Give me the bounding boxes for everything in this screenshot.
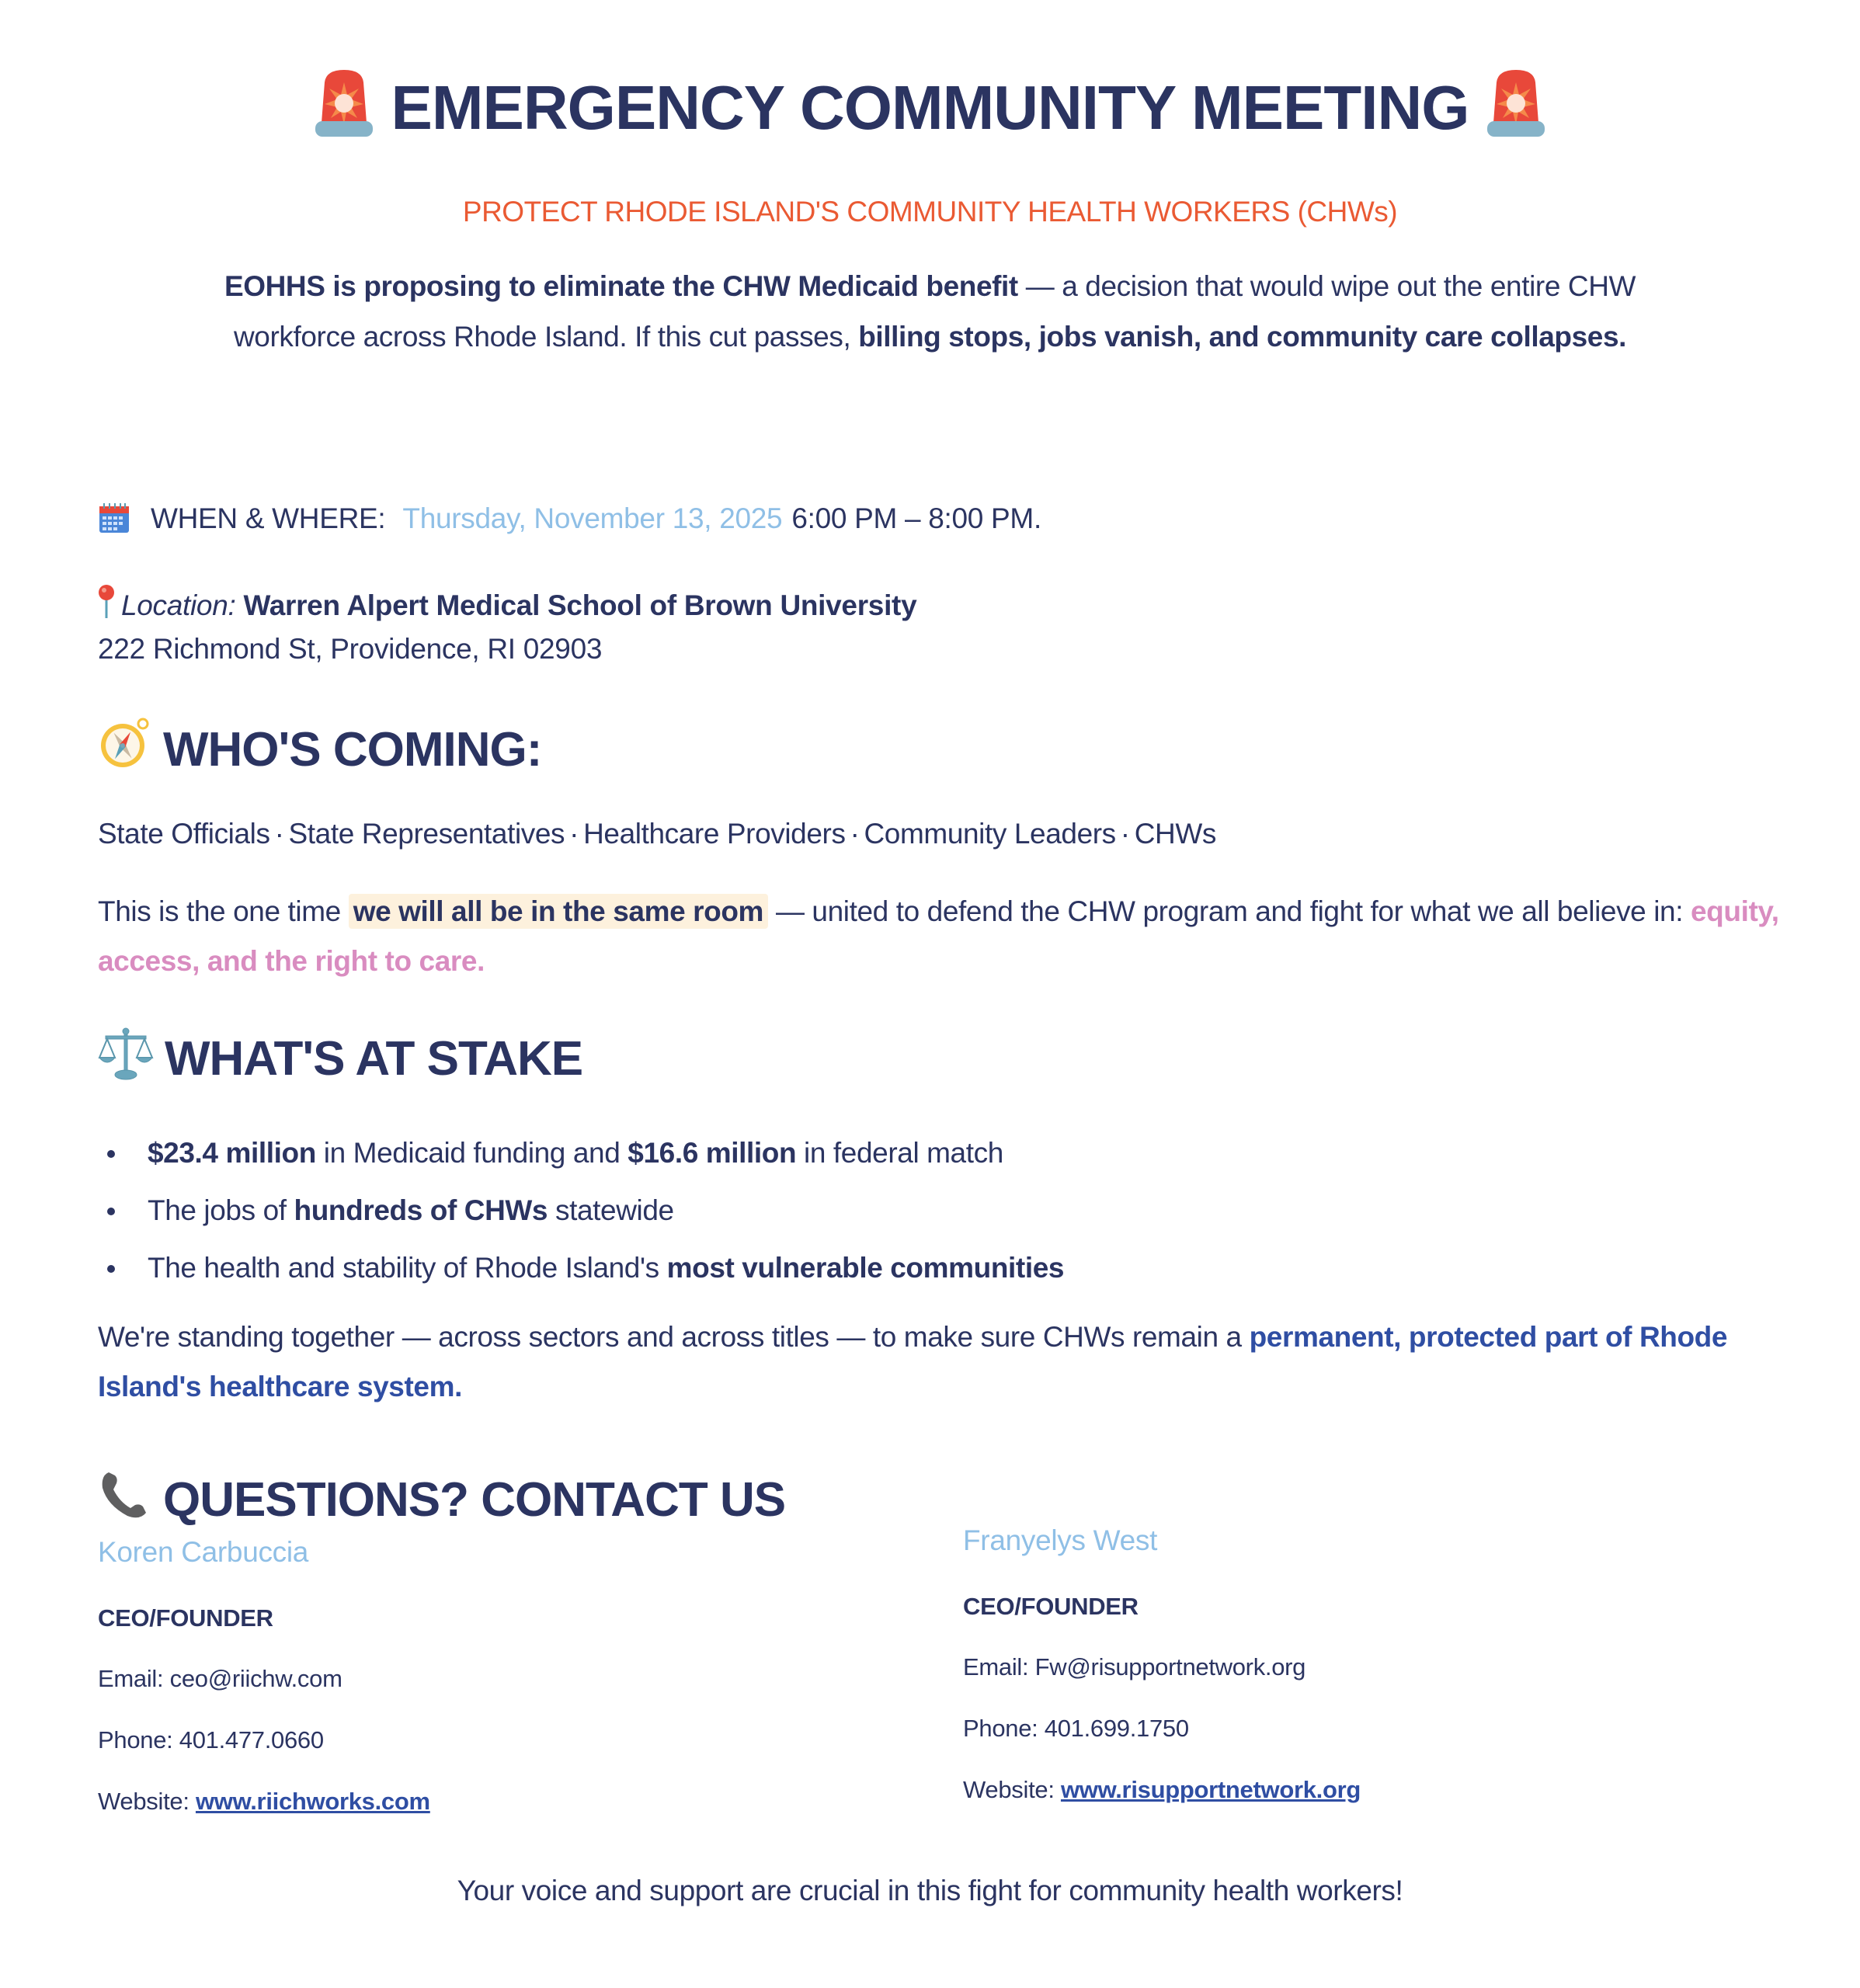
item-text: statewide — [548, 1194, 674, 1226]
email-value[interactable]: Fw@risupportnetwork.org — [1034, 1653, 1306, 1680]
attendee: State Representatives — [288, 818, 565, 850]
footer-message: Your voice and support are crucial in this fight for community health workers! — [457, 1875, 1403, 1906]
item-text: in federal match — [796, 1137, 1003, 1169]
heading-text: QUESTIONS? CONTACT US — [163, 1473, 786, 1527]
list-item — [98, 1182, 1064, 1239]
closing-paragraph — [98, 1312, 1791, 1412]
emphasis-text: permanent, protected part of Rhode Island's healthcare system. — [98, 1321, 1728, 1402]
contact-phone — [963, 1715, 1189, 1743]
item-text: in Medicaid funding and — [315, 1137, 628, 1169]
phone-value: 401.699.1750 — [1044, 1715, 1189, 1742]
when-where-label: WHEN & WHERE: — [151, 502, 386, 535]
phone-label: Phone: — [98, 1726, 179, 1753]
calendar-icon — [98, 500, 130, 541]
whats-at-stake-heading — [98, 1027, 582, 1093]
contact-email — [98, 1665, 342, 1693]
heading-text: WHO'S COMING: — [163, 723, 542, 777]
unity-paragraph — [98, 887, 1791, 986]
intro-text: — a decision that would wipe out the entire CHW — [1017, 270, 1636, 302]
item-text: The health and stability of Rhode Island's — [148, 1252, 667, 1284]
values-text: equity, access, and the right to care. — [98, 895, 1779, 977]
contact-role: CEO/FOUNDER — [98, 1604, 273, 1632]
venue-name: Warren Alpert Medical School of Brown University — [243, 589, 917, 621]
attendee: CHWs — [1134, 818, 1216, 850]
bold-text: most vulnerable communities — [666, 1252, 1065, 1284]
whos-coming-heading — [98, 716, 541, 784]
contact-heading — [98, 1468, 785, 1534]
email-label: Email: — [963, 1653, 1035, 1680]
bold-text: hundreds of CHWs — [294, 1194, 548, 1226]
police-siren-icon — [311, 68, 377, 138]
para-text: We're standing together — across sectors and across titles — to make sure CHWs remain a — [98, 1321, 1250, 1353]
balance-scale-icon — [98, 1027, 154, 1093]
contact-role: CEO/FOUNDER — [963, 1593, 1139, 1620]
list-item — [98, 1239, 1064, 1297]
attendee-list — [98, 818, 1216, 850]
telephone-receiver-icon — [98, 1468, 152, 1534]
compass-icon — [98, 716, 152, 784]
intro-line-2 — [0, 311, 1860, 362]
intro-bold: billing stops, jobs vanish, and community care collapses. — [858, 321, 1627, 353]
contact-name: Koren Carbuccia — [98, 1536, 309, 1568]
para-text: — united to defend the CHW program and fight for what we all believe in: — [768, 895, 1691, 927]
website-link[interactable]: www.risupportnetwork.org — [1060, 1776, 1361, 1803]
attendee: Community Leaders — [864, 818, 1116, 850]
para-text: This is the one time — [98, 895, 349, 927]
location-line — [98, 584, 916, 627]
website-label: Website: — [963, 1776, 1061, 1803]
event-time: 6:00 PM – 8:00 PM. — [791, 502, 1041, 535]
phone-label: Phone: — [963, 1715, 1045, 1742]
contact-phone — [98, 1726, 324, 1754]
stake-list — [98, 1124, 1064, 1297]
venue-address: 222 Richmond St, Providence, RI 02903 — [98, 633, 603, 665]
website-link[interactable]: www.riichworks.com — [195, 1788, 430, 1815]
intro-text: workforce across Rhode Island. If this cut passes, — [233, 321, 859, 353]
round-pushpin-icon — [98, 584, 115, 627]
title-text: EMERGENCY COMMUNITY MEETING — [391, 73, 1469, 142]
contact-email — [963, 1653, 1305, 1681]
highlighted-text: we will all be in the same room — [349, 894, 768, 929]
intro-bold: EOHHS is proposing to eliminate the CHW Medicaid benefit — [224, 270, 1018, 302]
email-value[interactable]: ceo@riichw.com — [169, 1665, 342, 1692]
phone-value: 401.477.0660 — [179, 1726, 324, 1753]
location-label: Location: — [121, 589, 236, 621]
email-label: Email: — [98, 1665, 170, 1692]
separator: · — [850, 818, 860, 850]
separator: · — [1120, 818, 1130, 850]
contact-website — [98, 1788, 430, 1816]
contact-website — [963, 1776, 1361, 1804]
heading-text: WHAT'S AT STAKE — [165, 1032, 583, 1086]
list-item — [98, 1124, 1064, 1182]
bold-amount: $23.4 million — [148, 1137, 316, 1169]
subtitle: PROTECT RHODE ISLAND'S COMMUNITY HEALTH WORKERS (CHWs) — [462, 196, 1398, 228]
event-date: Thursday, November 13, 2025 — [402, 502, 783, 535]
contact-name: Franyelys West — [963, 1524, 1158, 1556]
attendee: State Officials — [98, 818, 270, 850]
police-siren-icon — [1483, 68, 1549, 138]
intro-line-1 — [0, 261, 1860, 311]
separator: · — [569, 818, 579, 850]
attendee: Healthcare Providers — [583, 818, 846, 850]
page-title — [0, 68, 1860, 145]
website-label: Website: — [98, 1788, 196, 1815]
intro-paragraph — [0, 261, 1860, 362]
item-text: The jobs of — [148, 1194, 294, 1226]
separator: · — [274, 818, 284, 850]
when-where-line — [98, 500, 1041, 541]
bold-amount: $16.6 million — [628, 1137, 797, 1169]
